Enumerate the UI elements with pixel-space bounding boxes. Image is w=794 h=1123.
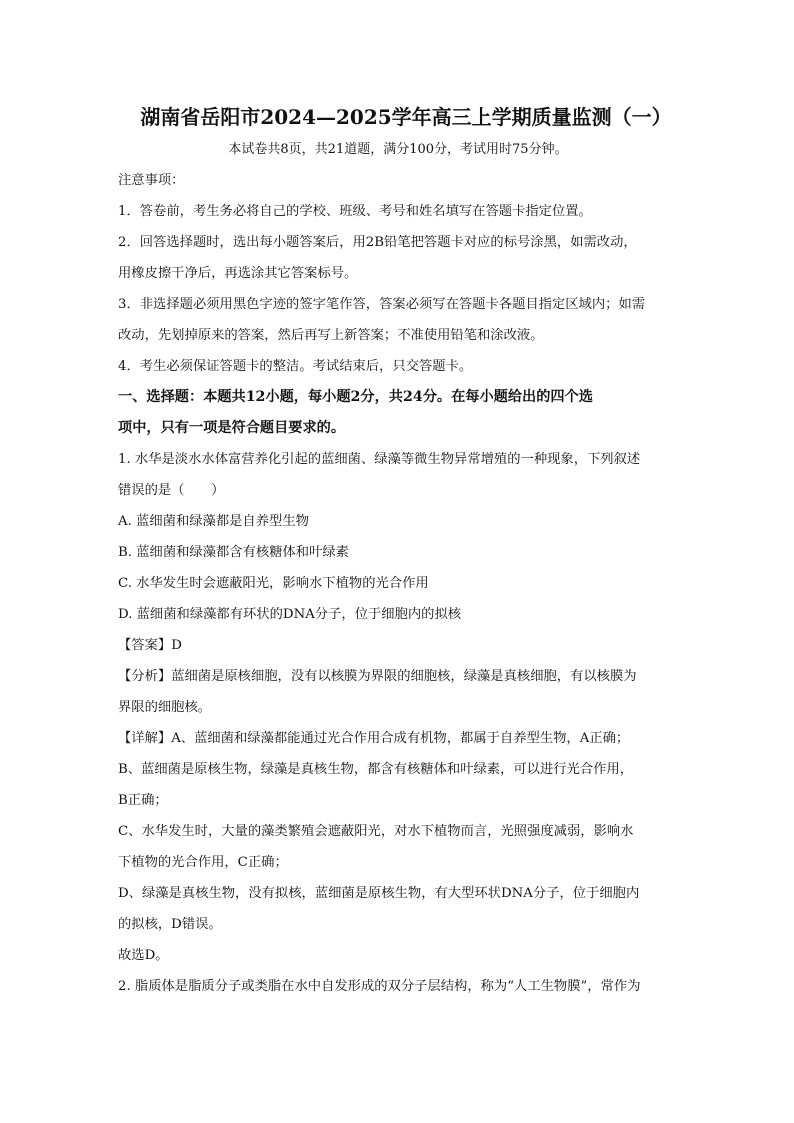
- note-item-3: 3．非选择题必须用黑色字迹的签字笔作答，答案必须写在答题卡各题目指定区域内；如需: [118, 297, 646, 312]
- note-item-1: 1．答卷前，考生务必将自己的学校、班级、考号和姓名填写在答题卡指定位置。: [118, 204, 592, 219]
- notes-heading: 注意事项：: [118, 173, 185, 188]
- question-1-option-d: D. 蓝细菌和绿藻都有环状的DNA分子，位于细胞内的拟核: [118, 607, 462, 622]
- question-1-stem-cont: 错误的是（ ）: [118, 483, 225, 498]
- question-2-stem: 2. 脂质体是脂质分子或类脂在水中自发形成的双分子层结构，称为“人工生物膜”，常作为: [118, 979, 641, 994]
- detail-line-4: C、水华发生时，大量的藻类繁殖会遮蔽阳光，对水下植物而言，光照强度减弱，影响水: [118, 824, 634, 839]
- detail-line-7: 的拟核，D错误。: [118, 917, 222, 932]
- answer-line: [118, 630, 678, 661]
- question-1-option-a: A. 蓝细菌和绿藻都是自养型生物: [118, 514, 309, 529]
- answer-value: D: [171, 638, 182, 653]
- conclusion-line: 故选D。: [118, 948, 169, 963]
- detail-text: A、蓝细菌和绿藻都能通过光合作用合成有机物，都属于自养型生物，A正确；: [171, 731, 630, 746]
- analysis-text: 蓝细菌是原核细胞，没有以核膜为界限的细胞核，绿藻是真核细胞，有以核膜为: [171, 669, 637, 684]
- note-item-2: 2．回答选择题时，选出每小题答案后，用2B铅笔把答题卡对应的标号涂黑，如需改动，: [118, 235, 637, 250]
- question-1-option-c: C. 水华发生时会遮蔽阳光，影响水下植物的光合作用: [118, 576, 429, 591]
- exam-info: 本试卷共8页，共21道题，满分100分，考试用时75分钟。: [228, 142, 568, 157]
- document-content: [118, 100, 678, 1002]
- section-heading: 一、选择题：本题共12小题，每小题2分，共24分。在每小题给出的四个选: [118, 389, 593, 405]
- question-1-stem: 1. 水华是淡水水体富营养化引起的蓝细菌、绿藻等微生物异常增殖的一种现象，下列叙述: [118, 452, 641, 467]
- detail-line-6: D、绿藻是真核生物，没有拟核，蓝细菌是原核生物，有大型环状DNA分子，位于细胞内: [118, 886, 640, 901]
- detail-line: [118, 723, 678, 754]
- section-heading-cont: 项中，只有一项是符合题目要求的。: [118, 420, 346, 436]
- analysis-cont: 界限的细胞核。: [118, 700, 212, 715]
- note-item-3-cont: 改动，先划掉原来的答案，然后再写上新答案；不准使用铅笔和涂改液。: [118, 328, 544, 343]
- analysis-label: 【分析】: [118, 669, 172, 684]
- analysis-line: [118, 661, 678, 692]
- detail-line-3: B正确；: [118, 793, 168, 808]
- answer-label: 【答案】: [118, 638, 172, 653]
- detail-label: 【详解】: [118, 731, 172, 746]
- question-1-option-b: B. 蓝细菌和绿藻都含有核糖体和叶绿素: [118, 545, 349, 560]
- note-item-4: 4．考生必须保证答题卡的整洁。考试结束后，只交答题卡。: [118, 359, 473, 374]
- page-title: 湖南省岳阳市2024—2025学年高三上学期质量监测（一）: [140, 105, 672, 129]
- detail-line-5: 下植物的光合作用，C正确；: [118, 855, 288, 870]
- detail-line-2: B、蓝细菌是原核生物，绿藻是真核生物，都含有核糖体和叶绿素，可以进行光合作用，: [118, 762, 634, 777]
- note-item-2-cont: 用橡皮擦干净后，再选涂其它答案标号。: [118, 266, 358, 281]
